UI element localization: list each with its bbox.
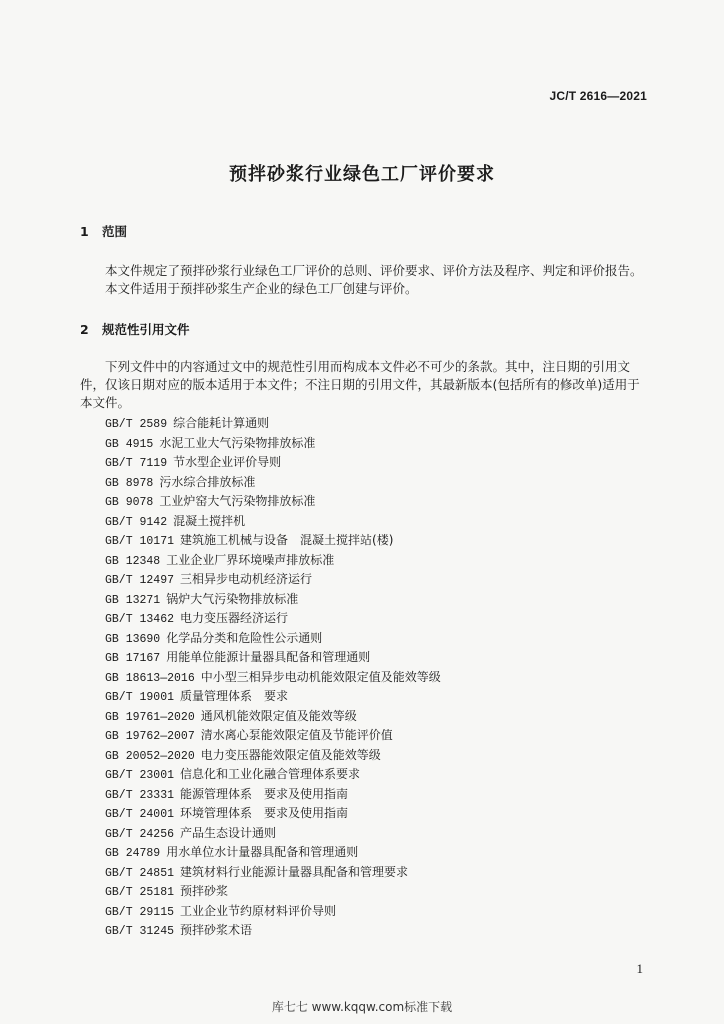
reference-item [105,726,441,746]
reference-code: GB 12348 [105,554,161,568]
reference-item [105,570,441,590]
reference-title: 化学品分类和危险性公示通则 [166,630,323,645]
document-title: 预拌砂浆行业绿色工厂评价要求 [229,164,495,185]
reference-item [105,512,441,532]
reference-item [105,668,441,688]
reference-title: 用能单位能源计量器具配备和管理通则 [166,650,371,664]
intro-line: 件，仅该日期对应的版本适用于本文件；不注日期的引用文件，其最新版本(包括所有的修改单)适用于 [80,377,640,392]
reference-code: GB 13271 [105,593,161,607]
reference-title: 产品生态设计通则 [180,825,277,840]
reference-item [105,551,441,571]
reference-item [105,609,441,629]
reference-code: GB 4915 [105,437,154,451]
reference-item [105,590,441,610]
reference-code: GB/T 24851 [105,866,175,880]
reference-title: 预拌砂浆术语 [180,923,253,937]
reference-title: 预拌砂浆 [180,884,229,898]
intro-line: 下列文件中的内容通过文中的规范性引用而构成本文件必不可少的条款。其中，注日期的引用文 [105,359,631,374]
reference-code: GB/T 10171 [105,535,175,548]
reference-title: 清水离心泵能效限定值及节能评价值 [200,728,393,742]
standard-code: JC/T 2616—2021 [549,89,647,103]
reference-item [105,629,441,649]
reference-title: 建筑材料行业能源计量器具配备和管理要求 [180,864,409,879]
reference-code: GB/T 7119 [105,457,168,470]
section-2-intro [80,358,658,412]
reference-title: 用水单位水计量器具配备和管理通则 [166,845,359,859]
section-title: 规范性引用文件 [102,322,190,337]
reference-code: GB 9078 [105,496,154,509]
reference-item [105,492,441,512]
paragraph: 本文件规定了预拌砂浆行业绿色工厂评价的总则、评价要求、评价方法及程序、判定和评价报告。 [105,263,643,278]
reference-item [105,687,441,707]
reference-item [105,765,441,785]
reference-item [105,453,441,473]
reference-title: 水泥工业大气污染物排放标准 [159,435,316,450]
reference-code: GB 19762—2007 [105,730,195,743]
reference-title: 节水型企业评价导则 [173,455,282,469]
reference-title: 电力变压器能效限定值及能效等级 [200,747,381,762]
section-number: 1 [80,224,89,239]
reference-item [105,785,441,805]
reference-title: 污水综合排放标准 [159,474,256,489]
reference-code: GB 20052—2020 [105,749,195,763]
reference-item [105,843,441,863]
reference-title: 综合能耗计算通则 [173,416,270,430]
reference-code: GB/T 23331 [105,788,175,802]
reference-code: GB 19761—2020 [105,710,195,724]
reference-title: 信息化和工业化融合管理体系要求 [180,767,361,781]
reference-list [105,414,441,941]
reference-item [105,434,441,454]
reference-code: GB/T 23001 [105,769,175,782]
reference-title: 能源管理体系 要求及使用指南 [180,786,349,801]
reference-title: 工业炉窑大气污染物排放标准 [159,494,316,508]
reference-item [105,921,441,941]
reference-code: GB/T 24256 [105,827,175,841]
reference-item [105,804,441,824]
reference-title: 工业企业节约原材料评价导则 [180,903,337,918]
reference-title: 电力变压器经济运行 [180,611,289,625]
section-1-body [80,262,658,298]
reference-item [105,531,441,551]
reference-title: 建筑施工机械与设备 混凝土搅拌站(楼) [180,533,394,547]
reference-item [105,414,441,434]
reference-code: GB/T 31245 [105,925,175,938]
reference-code: GB 18613—2016 [105,671,195,685]
reference-item [105,824,441,844]
reference-code: GB/T 29115 [105,905,175,919]
reference-code: GB 13690 [105,632,161,646]
reference-item [105,746,441,766]
reference-item [105,863,441,883]
intro-line: 本文件。 [80,395,131,410]
reference-code: GB 24789 [105,847,161,860]
reference-code: GB/T 13462 [105,613,175,626]
reference-code: GB/T 12497 [105,574,175,587]
reference-code: GB/T 24001 [105,808,175,821]
reference-title: 混凝土搅拌机 [173,513,246,528]
reference-item [105,648,441,668]
section-1-heading [80,222,127,240]
reference-code: GB/T 25181 [105,886,175,899]
reference-title: 三相异步电动机经济运行 [180,572,313,586]
reference-title: 锅炉大气污染物排放标准 [166,591,299,606]
section-number: 2 [80,322,89,337]
reference-code: GB/T 19001 [105,691,175,704]
reference-title: 环境管理体系 要求及使用指南 [180,806,349,820]
reference-code: GB/T 2589 [105,418,168,431]
reference-item [105,882,441,902]
section-title: 范围 [102,224,128,239]
reference-item [105,707,441,727]
paragraph: 本文件适用于预拌砂浆生产企业的绿色工厂创建与评价。 [105,281,418,296]
reference-code: GB 17167 [105,652,161,665]
reference-title: 工业企业厂界环境噪声排放标准 [166,552,335,567]
reference-item [105,902,441,922]
section-2-heading [80,320,190,338]
reference-title: 通风机能效限定值及能效等级 [200,708,357,723]
reference-code: GB 8978 [105,476,154,490]
reference-title: 中小型三相异步电动机能效限定值及能效等级 [200,669,441,684]
page-number: 1 [636,961,643,976]
reference-item [105,473,441,493]
watermark-footer: 库七七 www.kqqw.com标准下载 [271,1000,453,1014]
reference-code: GB/T 9142 [105,515,168,529]
reference-title: 质量管理体系 要求 [180,689,289,703]
